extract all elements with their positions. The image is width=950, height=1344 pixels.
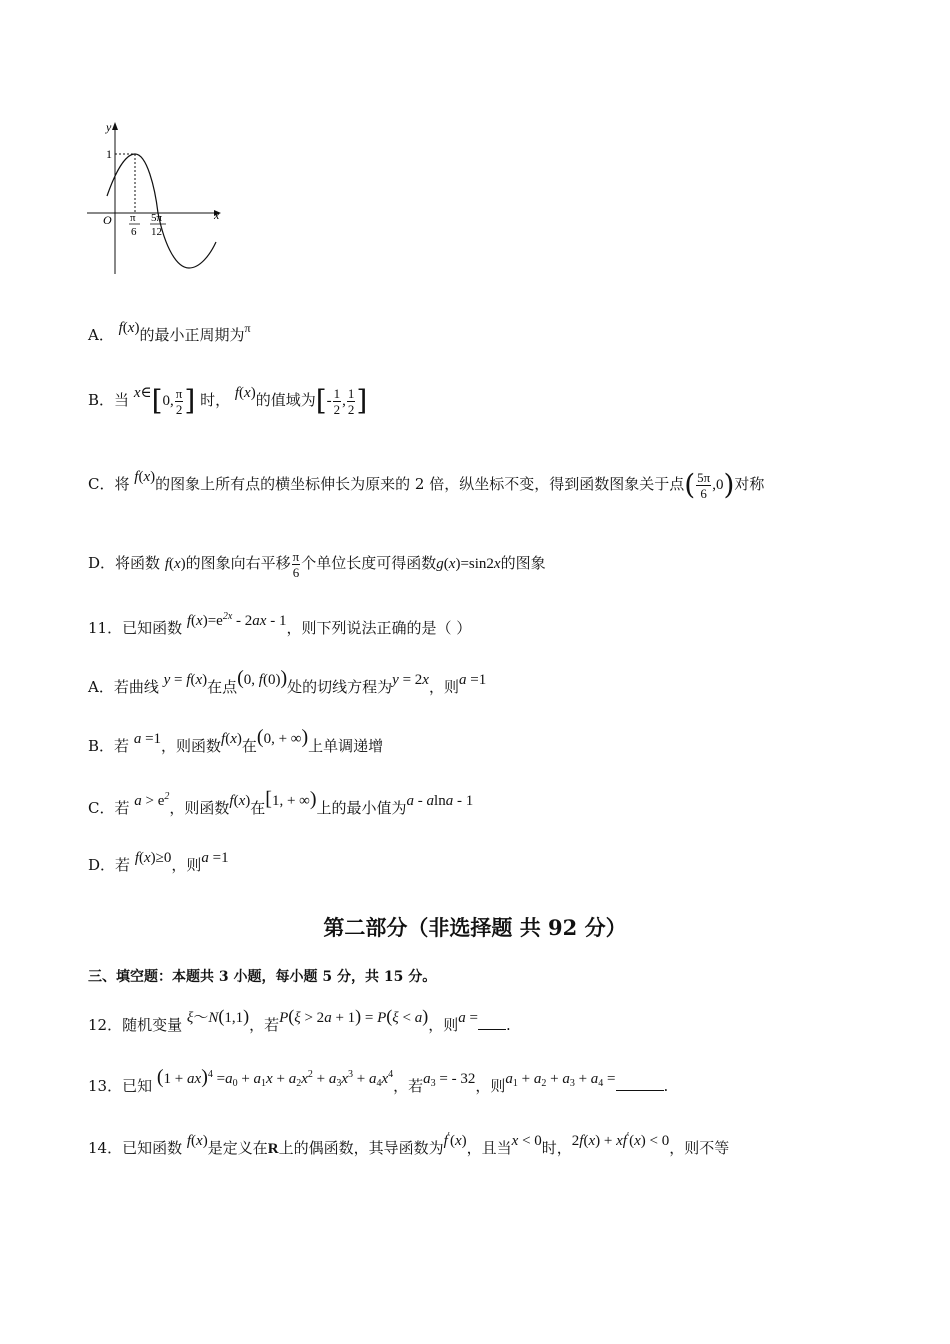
y-axis-label: y: [106, 120, 112, 134]
q12: 12．随机变量 ξ～N(1,1)，若P(ξ > 2a + 1) = P(ξ < a)，则a = .: [88, 1006, 511, 1034]
q10-option-a: [88, 320, 251, 346]
q13: 13．已知 $(1 + ax)^4 =a_0 + a_1x + a_2x^2 + a_3x^3 + a_4x^4$，若$a_3$ = - 32，则$a_1 + a_2 + a_3 + a_4$ = .: [88, 1066, 669, 1095]
x-axis-label: x: [214, 208, 220, 222]
q10-d-text3: =sin2: [460, 556, 494, 572]
x-tick-5pi12-num: 5π: [151, 212, 163, 224]
q14-prefix: 14．已知函数: [88, 1139, 183, 1157]
q10-d-text4: 的图象: [500, 554, 546, 572]
origin-label: O: [103, 213, 112, 227]
q10-option-b: B．当 x∈[0, $\frac{\pi}{2}$ ] 时， f(x)的值域为[- $\frac{1}{2}$ , $\frac{1}{2}$ ]: [88, 384, 368, 417]
y-axis-arrow: [112, 122, 118, 130]
q10-d-text1: 的图象向右平移: [185, 554, 291, 572]
q11-stem: [88, 612, 471, 638]
x-tick-5pi12-den: 12: [151, 226, 162, 238]
q11-option-a: A．若曲线 y = f(x)在点(0, f(0))处的切线方程为y = 2x，则a =1: [88, 667, 487, 696]
q10-d-text2: 个单位长度可得函数: [301, 554, 437, 572]
q11-c-label: C．若: [88, 799, 130, 817]
q10-option-c: C．将 f(x)的图象上所有点的横坐标伸长为原来的 2 倍，纵坐标不变，得到函数图象关于点( $\frac{5\pi}{6}$ ,0)对称: [88, 468, 765, 501]
q10-option-d: D．将函数 f(x)的图象向右平移 $\frac{\pi}{6}$ 个单位长度可得函数g(x)=sin2x的图象: [88, 548, 546, 580]
q11-d-label: D．若: [88, 856, 131, 874]
q10-a-fx: f(x): [118, 320, 140, 336]
y-tick-1: 1: [106, 147, 112, 161]
q11-prefix: 11．已知函数: [88, 619, 183, 637]
q11-a-label: A．若曲线: [88, 678, 159, 696]
sine-curve: [107, 154, 216, 268]
q13-answer-blank[interactable]: [616, 1076, 664, 1091]
q10-a-text: 的最小正周期为: [139, 326, 245, 344]
q14: 14．已知函数 f(x)是定义在R上的偶函数，其导函数为f′(x)，且当x < 0时，2f(x) + xf′(x) < 0，则不等: [88, 1131, 730, 1157]
q10-c-end: 对称: [734, 475, 765, 493]
q10-d-fx: f(x): [164, 556, 186, 572]
q10-b-label: B．当: [88, 391, 130, 409]
q10-d-gx: g(x): [436, 556, 461, 572]
q11-option-d: D．若 f(x)≥0，则a =1: [88, 850, 229, 874]
q12-prefix: 12．随机变量: [88, 1016, 183, 1034]
q10-b-pi-half: $\frac{\pi}{2}$: [175, 385, 183, 417]
q10-b-text: 的值域为: [255, 391, 316, 409]
q11-option-b: B．若 a =1，则函数f(x)在(0, + ∞)上单调递增: [88, 726, 384, 755]
x-tick-pi6-den: 6: [131, 226, 137, 238]
q10-b-domain: x∈: [133, 385, 152, 401]
q11-suffix: ，则下列说法正确的是（ ）: [286, 619, 472, 637]
q11-function: $f(x)=e^{2x} - 2ax - 1$: [186, 611, 287, 629]
q10-b-fx: f(x): [234, 385, 256, 401]
q10-a-label: A．: [88, 326, 114, 344]
q10-d-label: D．将函数: [88, 554, 161, 572]
sine-graph: [85, 118, 235, 278]
q14-real-set: R: [267, 1141, 279, 1157]
q12-answer-blank[interactable]: [478, 1015, 506, 1030]
q10-c-fx: f(x): [134, 469, 156, 485]
q11-b-label: B．若: [88, 737, 130, 755]
q13-prefix: 13．已知: [88, 1077, 153, 1095]
q10-c-text: 的图象上所有点的横坐标伸长为原来的 2 倍，纵坐标不变，得到函数图象关于点: [155, 475, 685, 493]
q11-option-c: C．若 $a > e^2$，则函数f(x)在[1, + ∞)上的最小值为a - alna - 1: [88, 788, 474, 817]
section-title: 第二部分（非选择题 共 92 分）: [323, 915, 627, 940]
x-tick-pi6-num: π: [130, 212, 136, 224]
q10-b-mid: 时，: [200, 391, 231, 409]
q10-c-label: C．将: [88, 475, 130, 493]
q10-a-value: π: [244, 321, 251, 335]
fill-in-heading: 三、填空题：本题共 3 小题，每小题 5 分，共 15 分。: [88, 969, 437, 985]
